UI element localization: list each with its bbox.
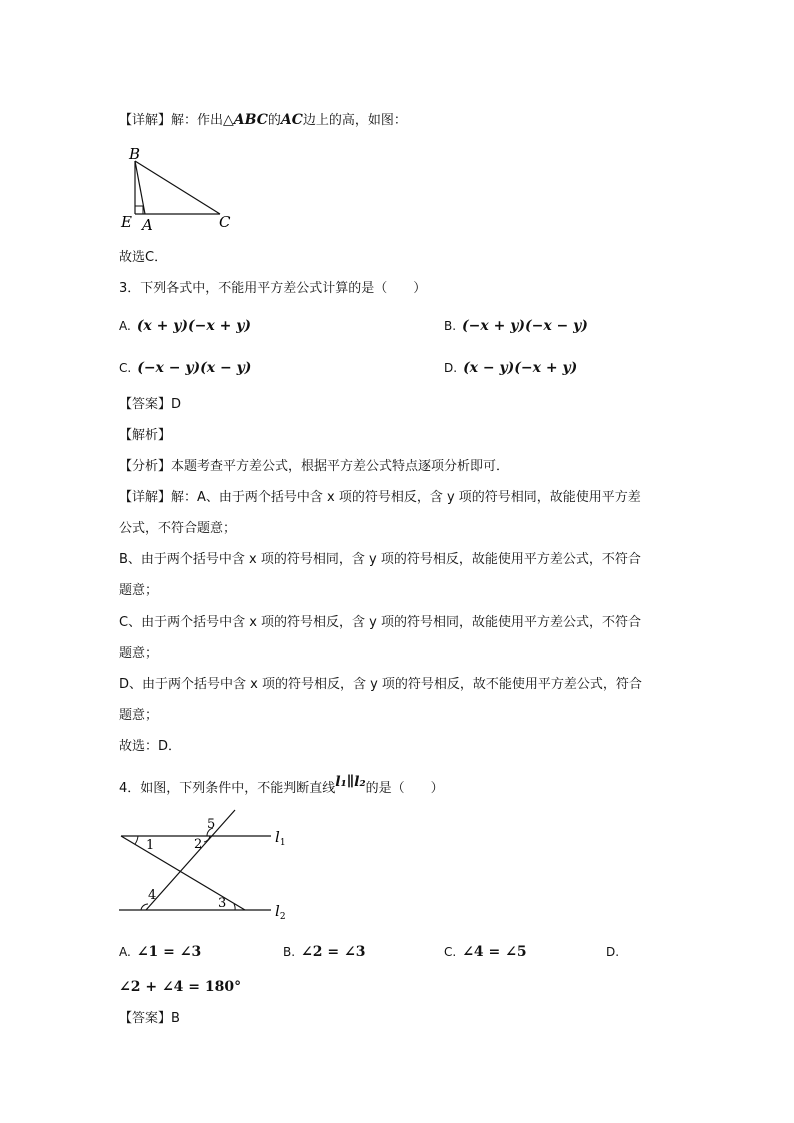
q4-option-a-expr: ∠1 = ∠3	[136, 944, 202, 960]
q3-option-c-expr: (−x − y)(x − y)	[137, 360, 252, 376]
angle-label-1: 1	[146, 838, 155, 853]
q3-detail-b2: 题意；	[119, 583, 159, 598]
right-angle-mark	[135, 206, 143, 214]
q2-detail-lead: 【详解】解：作出	[119, 113, 224, 128]
q3-detail-d2: 题意；	[119, 708, 159, 723]
q3-option-c	[119, 358, 251, 379]
angle-1-arc	[135, 836, 138, 844]
angle-label-3: 3	[218, 896, 227, 911]
q3-analysis-head: 【解析】	[119, 428, 172, 443]
q4-option-b-label: B.	[283, 945, 296, 959]
q3-detail-b: B、由于两个括号中含 x 项的符号相同，含 y 项的符号相反，故能使用平方差公式，不符合	[119, 552, 641, 567]
label-c: C	[219, 213, 231, 231]
q3-answer: 【答案】D	[119, 397, 182, 412]
triangle-figure	[115, 145, 245, 235]
q2-choose: 故选C．	[119, 250, 168, 265]
angle-3-arc	[234, 904, 235, 910]
q3-option-d	[444, 358, 577, 379]
angle-label-2: 2	[194, 837, 203, 852]
angle-label-4: 4	[148, 888, 157, 903]
q3-option-c-label: C.	[119, 361, 132, 375]
q3-detail-c2: 题意；	[119, 646, 159, 661]
label-l1: $l_1$	[275, 828, 286, 848]
parallel-lines-figure	[115, 808, 305, 923]
q3-option-b-expr: (−x + y)(−x − y)	[462, 318, 588, 334]
triangle-abc: △ABC	[223, 112, 268, 128]
q3-option-a-label: A.	[119, 319, 131, 333]
label-b: B	[129, 145, 141, 163]
q4-option-c	[444, 942, 527, 963]
angle-2-arc	[204, 836, 210, 842]
q4-option-c-label: C.	[444, 945, 457, 959]
q3-option-a	[119, 316, 251, 337]
transversal-b	[121, 836, 245, 910]
q2-detail-line	[119, 110, 407, 131]
q3-detail-c: C、由于两个括号中含 x 项的符号相反，含 y 项的符号相同，故能使用平方差公式，不符合	[119, 615, 641, 630]
q2-detail-mid: 的	[267, 113, 281, 128]
q4-option-a	[119, 942, 201, 963]
q3-stem: 3．下列各式中，不能用平方差公式计算的是（ ）	[119, 281, 427, 296]
q4-option-c-expr: ∠4 = ∠5	[462, 944, 527, 960]
q3-option-a-expr: (x + y)(−x + y)	[136, 318, 251, 334]
q3-detail-a: 【详解】解：A、由于两个括号中含 x 项的符号相反，含 y 项的符号相同，故能使用平方差	[119, 490, 641, 505]
q4-stem-a: 4．如图，下列条件中，不能判断直线	[119, 781, 336, 796]
q4-option-b-expr: ∠2 = ∠3	[301, 944, 366, 960]
q4-option-d	[606, 942, 625, 963]
q4-stem	[119, 774, 444, 799]
q4-parallel-lines: l₁∥l₂	[335, 774, 366, 790]
q4-option-a-label: A.	[119, 945, 131, 959]
transversal-a	[146, 810, 235, 910]
angle-label-5: 5	[207, 817, 216, 832]
q3-option-b	[444, 316, 588, 337]
label-l2: $l_2$	[275, 902, 286, 922]
q3-option-d-expr: (x − y)(−x + y)	[463, 360, 578, 376]
q3-choose: 故选：D．	[119, 739, 182, 754]
q3-detail-d: D、由于两个括号中含 x 项的符号相反，含 y 项的符号相反，故不能使用平方差公式，符合	[119, 677, 642, 692]
q3-option-d-label: D.	[444, 361, 458, 375]
q4-option-d-label: D.	[606, 945, 620, 959]
q3-detail-a2: 公式，不符合题意；	[119, 521, 237, 536]
q4-option-b	[283, 942, 365, 963]
label-a: A	[142, 216, 153, 234]
label-e: E	[121, 213, 132, 231]
q3-analysis: 【分析】本题考查平方差公式，根据平方差公式特点逐项分析即可．	[119, 459, 510, 474]
q4-stem-b: 的是（ ）	[365, 781, 444, 796]
q4-option-d-expr: ∠2 + ∠4 = 180°	[119, 979, 242, 995]
q4-answer: 【答案】B	[119, 1011, 180, 1026]
q2-detail-tail: 边上的高，如图：	[302, 113, 407, 128]
side-ac: AC	[280, 112, 303, 128]
side-bc	[135, 161, 220, 214]
q3-option-b-label: B.	[444, 319, 457, 333]
